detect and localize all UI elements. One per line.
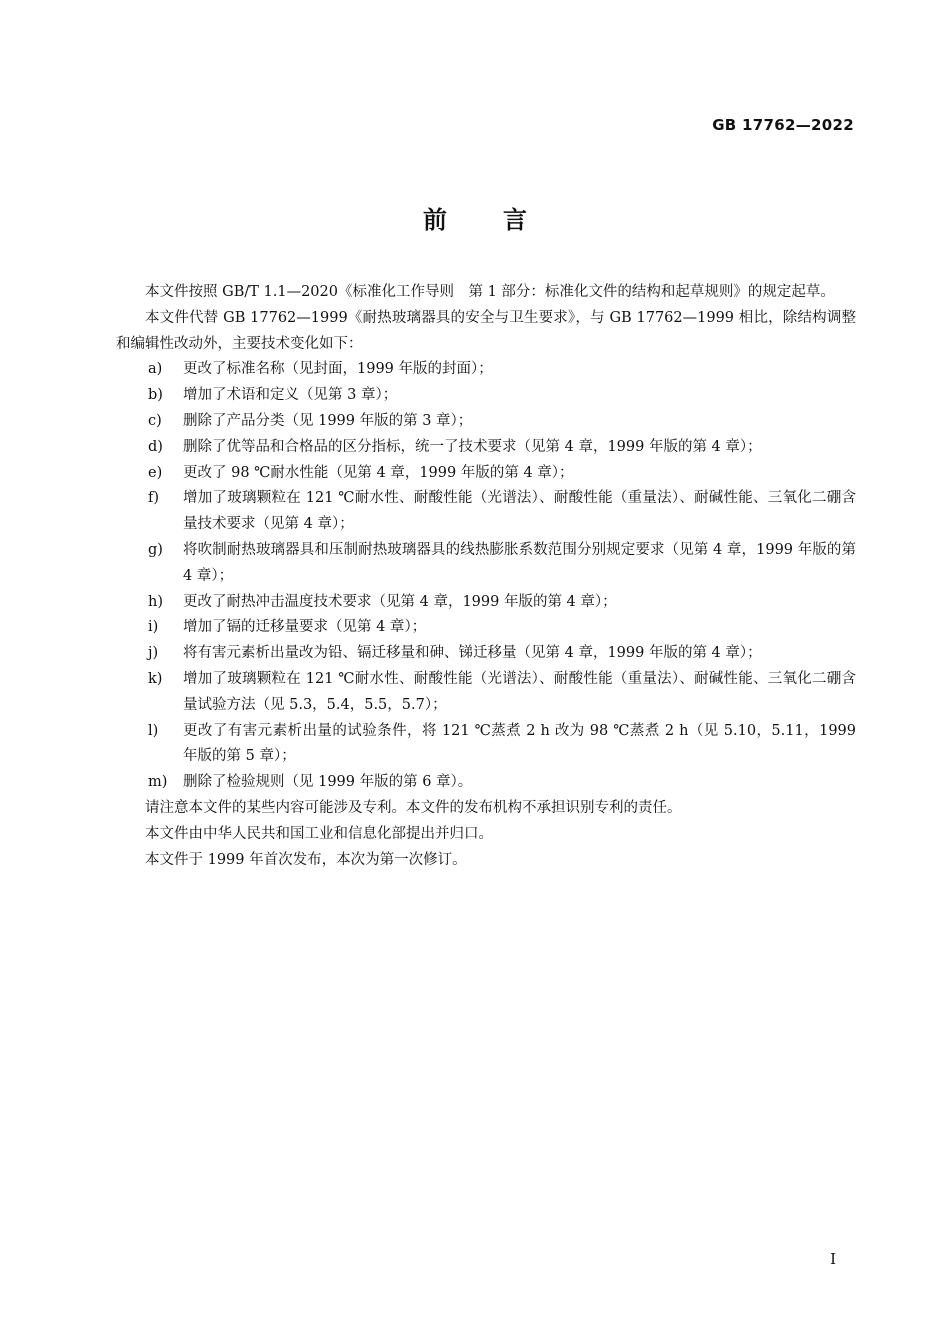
list-item-marker: g) xyxy=(148,541,163,558)
list-item-marker: i) xyxy=(148,619,159,636)
list-item-text: 增加了镉的迁移量要求（见第 4 章）； xyxy=(183,619,427,636)
list-item xyxy=(116,719,856,771)
standard-number: GB 17762—2022 xyxy=(712,116,854,134)
list-item-text: 将吹制耐热玻璃器具和压制耐热玻璃器具的线热膨胀系数范围分别规定要求（见第 4 章，1999 年版的第 4 章）； xyxy=(183,541,856,584)
paragraph-history: 本文件于 1999 年首次发布，本次为第一次修订。 xyxy=(145,851,467,868)
list-item-text: 更改了标准名称（见封面，1999 年版的封面）； xyxy=(183,361,493,378)
list-item-text: 增加了玻璃颗粒在 121 ℃耐水性、耐酸性能（光谱法）、耐酸性能（重量法）、耐碱性能、三氧化二硼含量技术要求（见第 4 章）； xyxy=(183,490,856,533)
list-item xyxy=(116,435,856,461)
list-item-marker: f) xyxy=(148,490,160,507)
list-item-text: 增加了术语和定义（见第 3 章）； xyxy=(183,387,398,404)
foreword-body xyxy=(116,280,856,873)
list-item-text: 更改了有害元素析出量的试验条件，将 121 ℃蒸煮 2 h 改为 98 ℃蒸煮 2 h（见 5.10，5.11，1999 年版的第 5 章）； xyxy=(183,722,856,765)
list-item-marker: c) xyxy=(148,412,162,429)
paragraph-drafting-basis: 本文件按照 GB/T 1.1—2020《标准化工作导则 第 1 部分：标准化文件的结构和起草规则》的规定起草。 xyxy=(145,284,835,300)
list-item xyxy=(116,486,856,538)
list-item-text: 更改了 98 ℃耐水性能（见第 4 章，1999 年版的第 4 章）； xyxy=(183,464,574,481)
list-item-marker: e) xyxy=(148,464,163,481)
list-item xyxy=(116,667,856,719)
list-item xyxy=(116,538,856,590)
list-item xyxy=(116,357,856,383)
list-item-text: 更改了耐热冲击温度技术要求（见第 4 章，1999 年版的第 4 章）； xyxy=(183,593,617,610)
list-item xyxy=(116,409,856,435)
list-item xyxy=(116,641,856,667)
list-item xyxy=(116,770,856,796)
list-item-marker: a) xyxy=(148,361,163,378)
list-item-marker: l) xyxy=(148,722,159,739)
change-list xyxy=(116,357,856,796)
list-item xyxy=(116,590,856,616)
list-item-text: 将有害元素析出量改为铅、镉迁移量和砷、锑迁移量（见第 4 章，1999 年版的第 4 章）； xyxy=(183,645,762,662)
list-item-marker: m) xyxy=(148,774,168,791)
list-item-marker: h) xyxy=(148,593,163,610)
paragraph-replacement: 本文件代替 GB 17762—1999《耐热玻璃器具的安全与卫生要求》，与 GB 17762—1999 相比，除结构调整和编辑性改动外，主要技术变化如下： xyxy=(116,309,856,352)
list-item-text: 删除了检验规则（见 1999 年版的第 6 章）。 xyxy=(183,774,473,791)
list-item xyxy=(116,461,856,487)
page-title: 前言 xyxy=(423,206,583,234)
list-item xyxy=(116,383,856,409)
list-item-text: 增加了玻璃颗粒在 121 ℃耐水性、耐酸性能（光谱法）、耐酸性能（重量法）、耐碱性能、三氧化二硼含量试验方法（见 5.3，5.4，5.5，5.7）； xyxy=(183,670,856,713)
list-item-text: 删除了产品分类（见 1999 年版的第 3 章）； xyxy=(183,412,473,429)
list-item-marker: d) xyxy=(148,438,163,455)
list-item xyxy=(116,615,856,641)
list-item-marker: j) xyxy=(148,645,159,662)
list-item-marker: b) xyxy=(148,387,163,404)
list-item-text: 删除了优等品和合格品的区分指标，统一了技术要求（见第 4 章，1999 年版的第 4 章）； xyxy=(183,438,762,455)
list-item-marker: k) xyxy=(148,670,163,687)
paragraph-proposer: 本文件由中华人民共和国工业和信息化部提出并归口。 xyxy=(145,825,493,842)
paragraph-patent-notice: 请注意本文件的某些内容可能涉及专利。本文件的发布机构不承担识别专利的责任。 xyxy=(145,799,682,816)
page-number: I xyxy=(830,1250,836,1268)
